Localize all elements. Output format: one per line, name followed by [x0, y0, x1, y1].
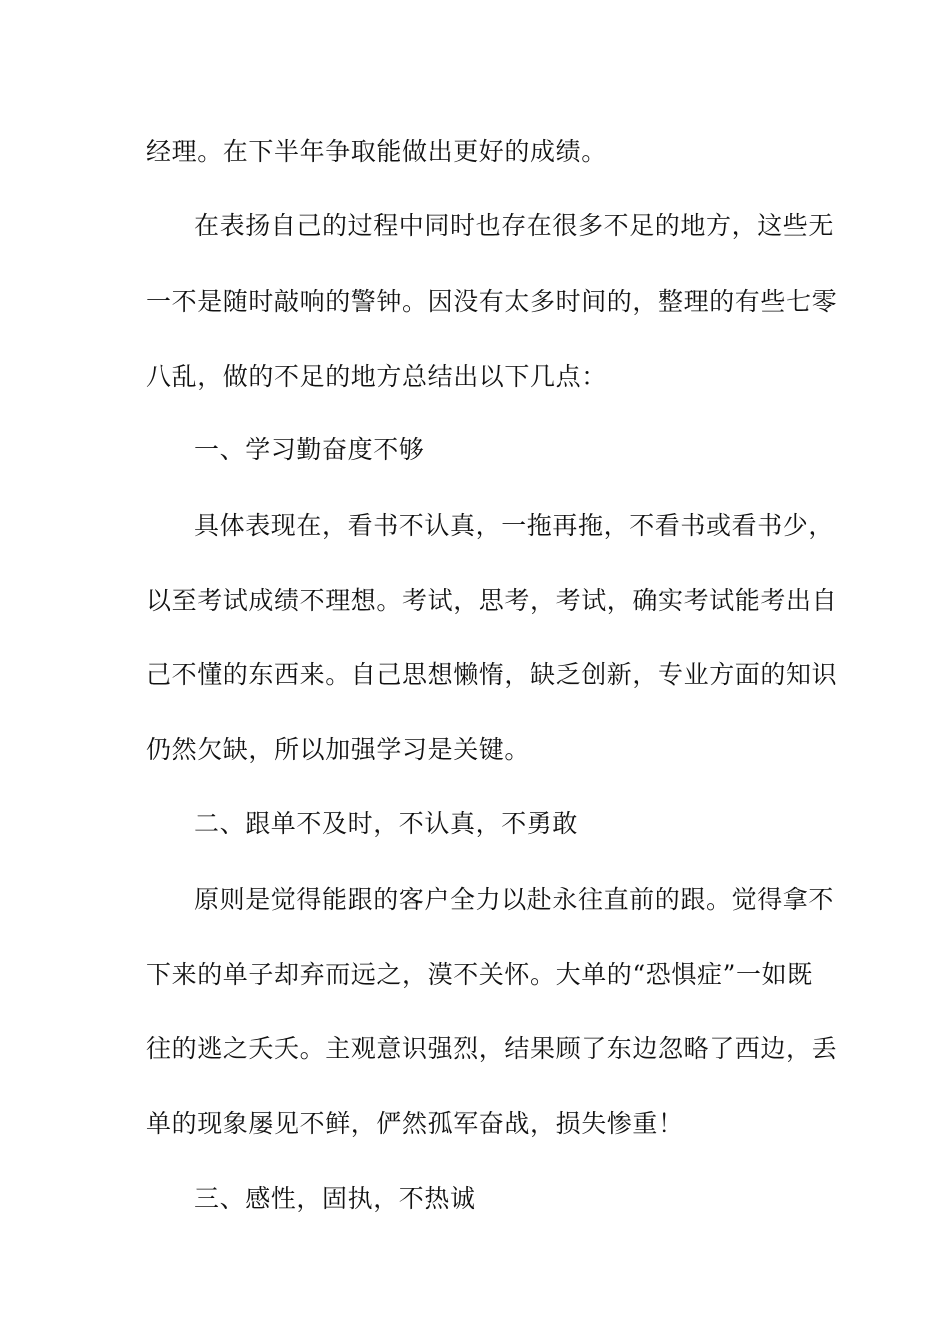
paragraph-line: 单的现象屡见不鲜，俨然孤军奋战，损失惨重！ [146, 1109, 684, 1138]
section-heading: 二、跟单不及时，不认真，不勇敢 [194, 809, 579, 838]
section-heading: 一、学习勤奋度不够 [194, 435, 425, 464]
paragraph-line: 己不懂的东西来。自己思想懒惰，缺乏创新，专业方面的知识 [146, 660, 838, 689]
paragraph-line: 以至考试成绩不理想。考试，思考，考试，确实考试能考出自 [146, 586, 838, 615]
section-heading: 三、感性，固执，不热诚 [194, 1184, 476, 1213]
paragraph-line: 在表扬自己的过程中同时也存在很多不足的地方，这些无 [194, 211, 835, 240]
paragraph-line: 具体表现在，看书不认真，一拖再拖，不看书或看书少， [194, 511, 835, 540]
paragraph-line: 仍然欠缺，所以加强学习是关键。 [146, 735, 531, 764]
paragraph-line: 八乱，做的不足的地方总结出以下几点： [146, 362, 607, 391]
paragraph-line: 原则是觉得能跟的客户全力以赴永往直前的跟。觉得拿不 [194, 885, 835, 914]
paragraph-line: 往的逃之夭夭。主观意识强烈，结果顾了东边忽略了西边，丢 [146, 1034, 838, 1063]
paragraph-line: 经理。在下半年争取能做出更好的成绩。 [146, 137, 607, 166]
paragraph-line: 下来的单子却弃而远之，漠不关怀。大单的“恐惧症”一如既 [146, 960, 813, 989]
paragraph-line: 一不是随时敲响的警钟。因没有太多时间的，整理的有些七零 [146, 287, 838, 316]
